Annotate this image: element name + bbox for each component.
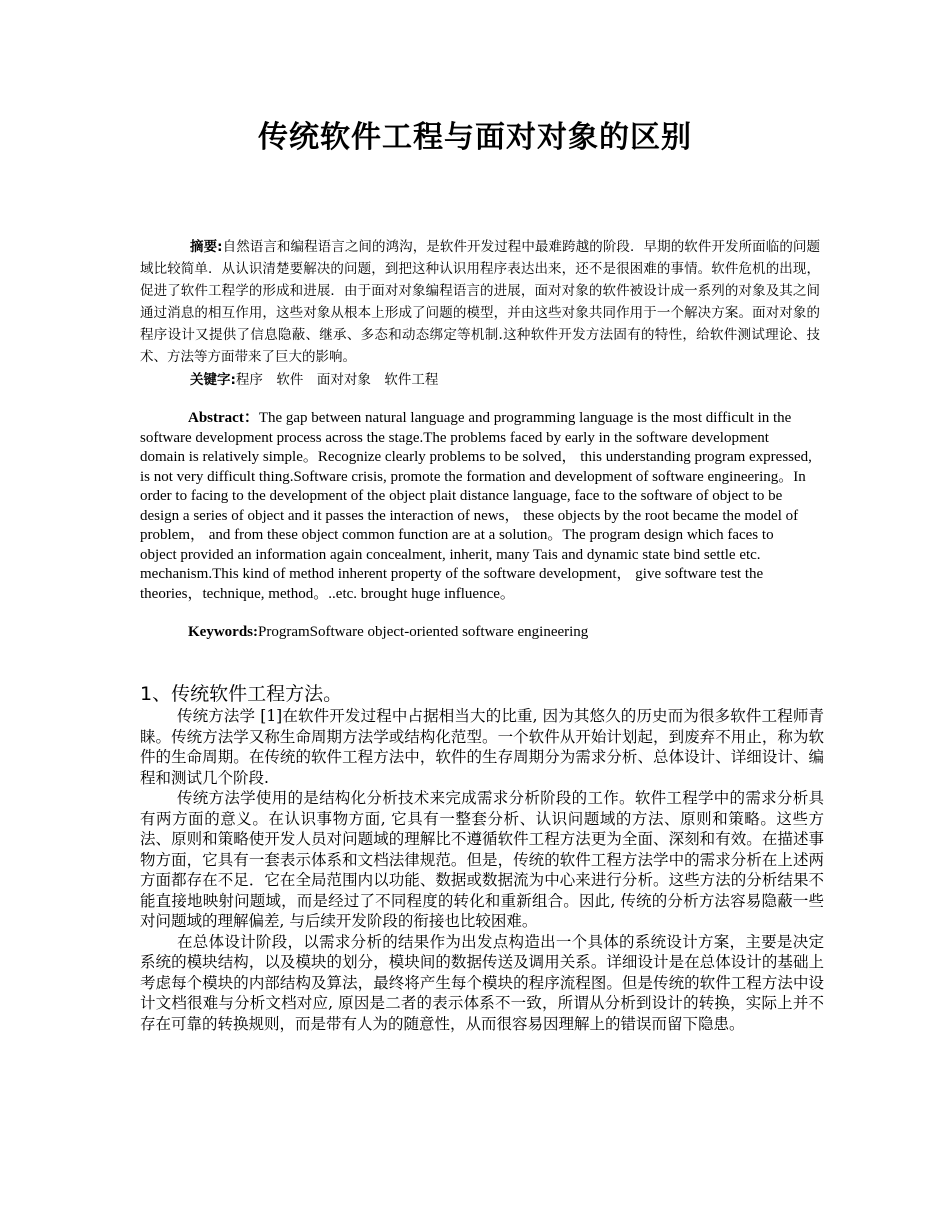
keywords-cn <box>190 369 820 391</box>
keywords-cn-label: 关键字: <box>190 372 236 388</box>
section-heading: 1、传统软件工程方法。 <box>140 683 343 705</box>
body-paragraph-3: 在总体设计阶段，以需求分析的结果作为出发点构造出一个具体的系统设计方案，主要是决定系统的模块结构，以及模块的划分，模块间的数据传送及调用关系。详细设计是在总体设计的基础上考虑每个模块的内部结构及算法，最终将产生每个模块的程序流程图。但是传统的软件工程方法中设计文档很难与分析文档对应, 原因是二者的表示体系不一致，所谓从分析到设计的转换，实际上并不存在可靠的转换规则，而是带有人为的随意性，从而很容易因理解上的错误而留下隐患。 <box>140 932 824 1033</box>
abstract-en-label: Abstract： <box>188 410 259 426</box>
abstract-en <box>140 409 812 604</box>
body-paragraph-1: 传统方法学 [1]在软件开发过程中占据相当大的比重, 因为其悠久的历史而为很多软件工程师青睐。传统方法学又称生命周期方法学或结构化范型。一个软件从开始计划起，到废弃不用止，称为软件的生命周期。在传统的软件工程方法中，软件的生存周期分为需求分析、总体设计、详细设计、编程和测试几个阶段. <box>140 707 824 787</box>
abstract-cn-text: 自然语言和编程语言之间的鸿沟，是软件开发过程中最难跨越的阶段．早期的软件开发所面临的问题域比较简单．从认识清楚要解决的问题，到把这种认识用程序表达出来，还不是很困难的事情。软件危机的出现，促进了软件工程学的形成和进展．由于面对对象编程语言的进展，面对对象的软件被设计成一系列的对象及其之间通过消息的相互作用，这些对象从根本上形成了问题的模型，并由这些对象共同作用于一个解决方案。面对对象的程序设计又提供了信息隐蔽、继承、多态和动态绑定等机制.这种软件开发方法固有的特性，给软件测试理论、技术、方法等方面带来了巨大的影响。 <box>140 239 820 365</box>
section-body <box>140 706 824 1034</box>
abstract-cn <box>140 236 820 368</box>
paper-title: 传统软件工程与面对对象的区别 <box>258 120 692 155</box>
keywords-en-label: Keywords: <box>188 624 258 640</box>
body-paragraph-2: 传统方法学使用的是结构化分析技术来完成需求分析阶段的工作。软件工程学中的需求分析具有两方面的意义。在认识事物方面, 它具有一整套分析、认识问题域的方法、原则和策略。这些方法、原则和策略使开发人员对问题域的理解比不遵循软件工程方法更为全面、深刻和有效。在描述事物方面，它具有一套表示体系和文档法律规范。但是，传统的软件工程方法学中的需求分析在上述两方面都存在不足．它在全局范围内以功能、数据或数据流为中心来进行分析。这些方法的分析结果不能直接地映射问题域，而是经过了不同程度的转化和重新组合。因此, 传统的分析方法容易隐蔽一些对问题域的理解偏差, 与后续开发阶段的衔接也比较困难。 <box>140 789 824 930</box>
abstract-cn-label: 摘要: <box>190 239 223 255</box>
keywords-cn-text: 程序 软件 面对对象 软件工程 <box>235 372 439 388</box>
keywords-en-text: ProgramSoftware object-oriented software engineering <box>258 624 589 640</box>
keywords-en <box>188 623 828 643</box>
abstract-en-text: The gap between natural language and programming language is the most difficult in the software development process across the stage.The problems faced by early in the software development domain is relatively simple。Recognize clearly problems to be solved， this understanding program expressed, is not very difficult thing.Software crisis, promote the formation and development of software engineering。In order to facing to the development of the object plait distance language, face to the software of object to be design a series of object and it passes the interaction of news， these objects by the root became the model of problem， and from these object common function are at a solution。The program design which faces to object provided an information again concealment, inherit, many Tais and dynamic state bind settle etc. mechanism.This kind of method inherent property of the software development， give software test the theories，technique, method。..etc. brought huge influence。 <box>140 410 812 602</box>
